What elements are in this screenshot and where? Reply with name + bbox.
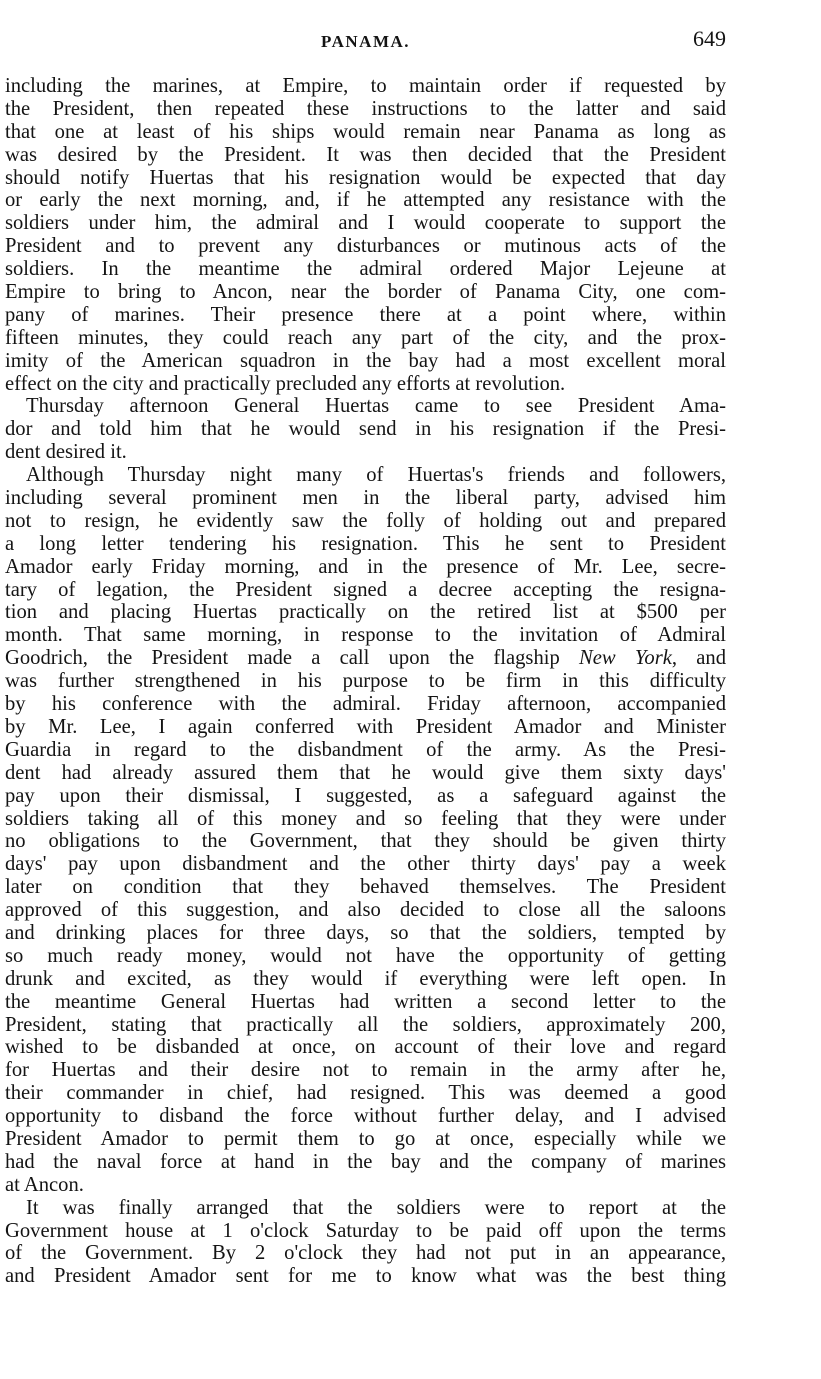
text-line: Thursday afternoon General Huertas came to see President Ama-	[26, 395, 726, 418]
text-line: the President, then repeated these instructions to the latter and said	[5, 97, 726, 120]
running-head	[5, 24, 726, 60]
text-line: Government house at 1 o'clock Saturday to be paid off upon the terms	[5, 1219, 726, 1242]
text-line: later on condition that they behaved themselves. The President	[5, 876, 726, 899]
text-line: by his conference with the admiral. Friday afternoon, accompanied	[5, 693, 726, 716]
text-line: of the Government. By 2 o'clock they had not put in an appearance,	[5, 1242, 726, 1265]
text-line: opportunity to disband the force without further delay, and I advised	[5, 1105, 726, 1128]
paragraph	[5, 464, 726, 1197]
text-line: the meantime General Huertas had written a second letter to the	[5, 990, 726, 1013]
text-line: including several prominent men in the liberal party, advised him	[5, 487, 726, 510]
text-line: pany of marines. Their presence there at a point where, within	[5, 303, 726, 326]
text-line: at Ancon.	[5, 1173, 84, 1196]
italic-phrase: New York	[579, 647, 672, 670]
text-line: President, stating that practically all the soldiers, approximately 200,	[5, 1013, 726, 1036]
text-line: for Huertas and their desire not to remain in the army after he,	[5, 1059, 726, 1082]
text-line: President and to prevent any disturbances or mutinous acts of the	[5, 235, 726, 258]
text-line: and drinking places for three days, so that the soldiers, tempted by	[5, 921, 726, 944]
text-line: a long letter tendering his resignation. This he sent to President	[5, 532, 726, 555]
body-text	[5, 75, 726, 1288]
paragraph	[5, 1197, 726, 1289]
text-line: not to resign, he evidently saw the folly of holding out and prepared	[5, 509, 726, 532]
text-line: dor and told him that he would send in his resignation if the Presi-	[5, 418, 726, 441]
text-line: fifteen minutes, they could reach any part of the city, and the prox-	[5, 326, 726, 349]
paragraph	[5, 75, 726, 395]
text-line: that one at least of his ships would remain near Panama as long as	[5, 120, 726, 143]
text-line: Guardia in regard to the disbandment of the army. As the Presi-	[5, 738, 726, 761]
text-line: Empire to bring to Ancon, near the border of Panama City, one com-	[5, 281, 726, 304]
text-line: was desired by the President. It was then decided that the President	[5, 143, 726, 166]
text-line: no obligations to the Government, that they should be given thirty	[5, 830, 726, 853]
text-line: drunk and excited, as they would if everything were left open. In	[5, 967, 726, 990]
text-line: should notify Huertas that his resignation would be expected that day	[5, 166, 726, 189]
text-line: dent desired it.	[5, 441, 127, 464]
text-line: approved of this suggestion, and also decided to close all the saloons	[5, 899, 726, 922]
text-line: pay upon their dismissal, I suggested, as a safeguard against the	[5, 784, 726, 807]
text-line: soldiers. In the meantime the admiral ordered Major Lejeune at	[5, 258, 726, 281]
text-line: Although Thursday night many of Huertas's friends and followers,	[26, 464, 726, 487]
text-line: and President Amador sent for me to know what was the best thing	[5, 1265, 726, 1288]
text-line: dent had already assured them that he would give them sixty days'	[5, 761, 726, 784]
page-number: 649	[693, 26, 726, 51]
paragraph	[5, 395, 726, 464]
text-line: had the naval force at hand in the bay and the company of marines	[5, 1150, 726, 1173]
text-line: President Amador to permit them to go at once, especially while we	[5, 1127, 726, 1150]
text-line: tion and placing Huertas practically on the retired list at $500 per	[5, 601, 726, 624]
text-line: wished to be disbanded at once, on account of their love and regard	[5, 1036, 726, 1059]
text-line: Goodrich, the President made a call upon the flagship New York, and	[5, 647, 726, 670]
text-line: Amador early Friday morning, and in the presence of Mr. Lee, secre-	[5, 555, 726, 578]
text-line: including the marines, at Empire, to maintain order if requested by	[5, 75, 726, 97]
text-line: month. That same morning, in response to the invitation of Admiral	[5, 624, 726, 647]
text-line: was further strengthened in his purpose to be firm in this difficulty	[5, 670, 726, 693]
text-line: It was finally arranged that the soldiers were to report at the	[26, 1196, 726, 1219]
text-line: or early the next morning, and, if he attempted any resistance with the	[5, 189, 726, 212]
text-line: imity of the American squadron in the bay had a most excellent moral	[5, 349, 726, 372]
text-line: soldiers taking all of this money and so feeling that they were under	[5, 807, 726, 830]
text-line: soldiers under him, the admiral and I would cooperate to support the	[5, 212, 726, 235]
text-line: days' pay upon disbandment and the other thirty days' pay a week	[5, 853, 726, 876]
text-line: effect on the city and practically precluded any efforts at revolution.	[5, 372, 566, 395]
text-line: their commander in chief, had resigned. This was deemed a good	[5, 1082, 726, 1105]
text-line: so much ready money, would not have the opportunity of getting	[5, 944, 726, 967]
text-line: by Mr. Lee, I again conferred with President Amador and Minister	[5, 715, 726, 738]
running-title: PANAMA.	[320, 32, 411, 51]
text-line: tary of legation, the President signed a decree accepting the resigna-	[5, 578, 726, 601]
